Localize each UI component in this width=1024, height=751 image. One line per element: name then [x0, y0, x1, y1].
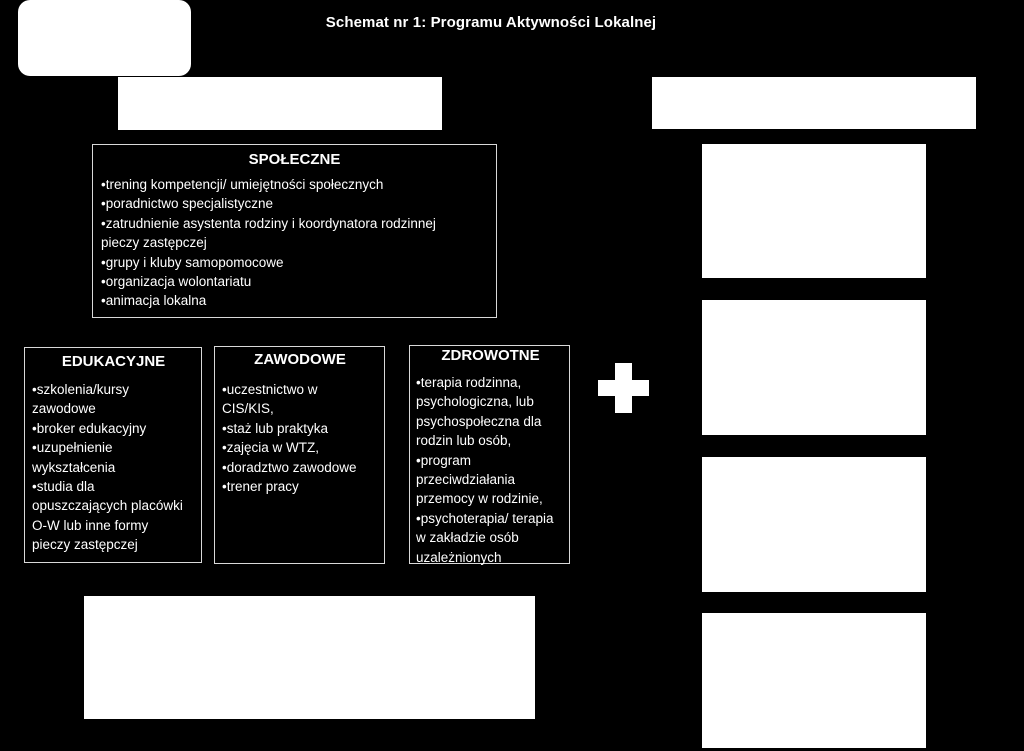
- group-zdrowotne-heading: ZDROWOTNE: [441, 347, 540, 364]
- plus-icon: [598, 363, 649, 413]
- group-zdrowotne: [409, 345, 570, 564]
- list-item: •terapia rodzinna, psychologiczna, lub psychospołeczna dla rodzin lub osób,: [416, 375, 542, 449]
- corner-block: [18, 0, 191, 76]
- list-item: •grupy i kluby samopomocowe: [101, 254, 284, 270]
- left-header-block: [118, 77, 442, 130]
- list-item: •organizacja wolontariatu: [101, 274, 252, 290]
- group-spoleczne-heading: SPOŁECZNE: [248, 151, 341, 168]
- right-block-2: [702, 300, 926, 435]
- list-item: •trening kompetencji/ umiejętności społecznych: [101, 177, 384, 192]
- group-zawodowe-heading: ZAWODOWE: [254, 351, 346, 368]
- group-edukacyjne-list: [32, 380, 195, 555]
- right-block-4: [702, 613, 926, 748]
- list-item: •uzupełnienie wykształcenia: [32, 440, 116, 475]
- right-block-3: [702, 457, 926, 592]
- diagram-title: Schemat nr 1: Programu Aktywności Lokalnej: [325, 14, 657, 31]
- list-item: •doradztwo zawodowe: [222, 459, 357, 475]
- group-zawodowe-list: [222, 380, 378, 496]
- list-item: •poradnictwo specjalistyczne: [101, 196, 274, 212]
- group-spoleczne: [92, 144, 497, 318]
- list-item: •zajęcia w WTZ,: [222, 440, 319, 456]
- group-spoleczne-list: [101, 175, 488, 311]
- list-item: •zatrudnienie asystenta rodziny i koordynatora rodzinnej pieczy zastępczej: [101, 215, 436, 251]
- list-item: •uczestnictwo w CIS/KIS,: [222, 382, 318, 417]
- right-header-block: [652, 77, 976, 129]
- right-block-1: [702, 144, 926, 278]
- list-item: •staż lub praktyka: [222, 420, 329, 436]
- bottom-block: [84, 596, 535, 719]
- list-item: •psychoterapia/ terapia w zakładzie osób uzależnionych: [416, 510, 554, 565]
- group-edukacyjne: [24, 347, 202, 563]
- group-zdrowotne-list: [416, 373, 565, 567]
- list-item: •studia dla opuszczających placówki O-W lub inne formy pieczy zastępczej: [32, 479, 183, 553]
- group-edukacyjne-heading: EDUKACYJNE: [61, 353, 166, 370]
- list-item: •broker edukacyjny: [32, 420, 147, 436]
- list-item: •animacja lokalna: [101, 293, 207, 309]
- list-item: •szkolenia/kursy zawodowe: [32, 382, 130, 417]
- list-item: •trener pracy: [222, 479, 299, 495]
- group-zawodowe: [214, 346, 385, 564]
- list-item: •program przeciwdziałania przemocy w rodzinie,: [416, 452, 543, 507]
